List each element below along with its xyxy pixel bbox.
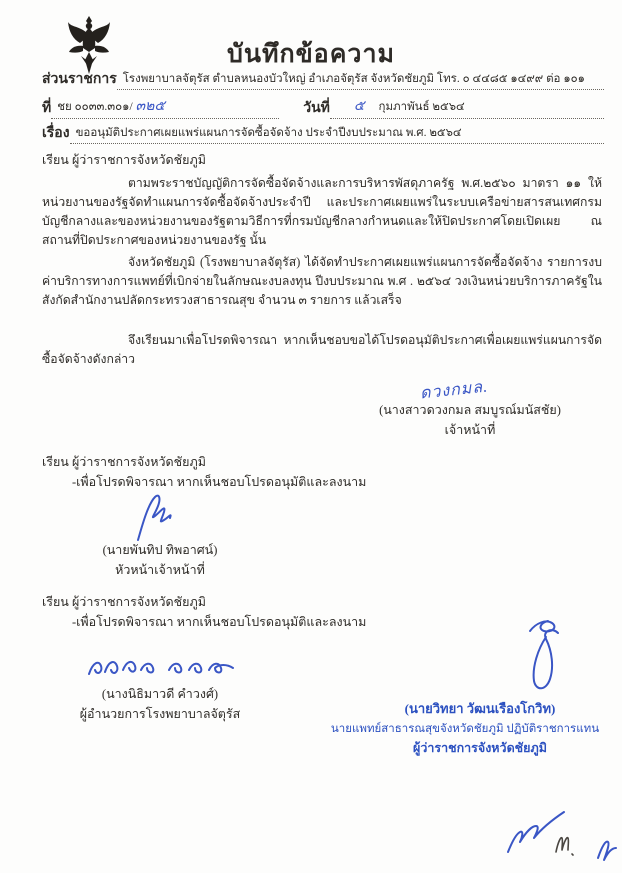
chief-officer-role: หัวหน้าเจ้าหน้าที่ (115, 563, 205, 577)
date-value: กุมภาพันธ์ ๒๕๖๔ (378, 101, 465, 113)
agency-line (42, 68, 604, 90)
governor-position-line1: นายแพทย์สาธารณสุขจังหวัดชัยภูมิ ปฏิบัติราชการแทน (330, 723, 600, 735)
director-role: ผู้อำนวยการโรงพยาบาลจัตุรัส (79, 707, 241, 721)
approval2-action: -เพื่อโปรดพิจารณา หากเห็นชอบโปรดอนุมัติและลงนาม (72, 615, 367, 629)
chief-officer-name: (นายพันทิป ทิพอาศน์) (102, 543, 218, 557)
agency-label: ส่วนราชการ (42, 72, 117, 87)
paragraph-1: ตามพระราชบัญญัติการจัดซื้อจัดจ้างและการบริหารพัสดุภาครัฐ พ.ศ.๒๕๖๐ มาตรา ๑๑ ให้หน่วยงานของรัฐจัดทำแผนการจัดซื้อจัดจ้างประจำปี และประกาศเผยแพร่ในระบบเครือข่ายสารสนเทศกรมบัญชีกลางและของหน่วยงานของรัฐตามวิธีการที่กรมบัญชีกลางกำหนดและให้ปิดประกาศโดยเปิดเผย ณ สถานที่ปิดประกาศของหน่วยงานของรัฐ นั้น (42, 176, 602, 247)
memo-title: บันทึกข้อความ (227, 41, 395, 68)
governor-position-line2: ผู้ว่าราชการจังหวัดชัยภูมิ (413, 741, 547, 755)
salutation: เรียน ผู้ว่าราชการจังหวัดชัยภูมิ (42, 153, 206, 167)
subject-value: ขออนุมัติประกาศเผยแพร่แผนการจัดซื้อจัดจ้าง ประจำปีงบประมาณ พ.ศ. ๒๕๖๔ (70, 124, 604, 144)
number-label: ที่ (42, 101, 52, 116)
number-date-line (42, 95, 604, 119)
date-day-handwritten: ๕ (353, 99, 365, 114)
paragraph-3: จึงเรียนมาเพื่อโปรดพิจารณา หากเห็นชอบขอได้โปรดอนุมัติประกาศเพื่อเผยแพร่แผนการจัดซื้อจัดจ้างดังกล่าว (42, 333, 602, 366)
corner-initial-mark (552, 830, 578, 862)
number-value: ชย ๐๐๓๓.๓๐๑/ ๓๒๕ (51, 95, 279, 119)
date-value-wrap (330, 95, 604, 119)
director-name: (นางนิธิมาวดี คำวงศ์) (101, 687, 219, 701)
officer-script-signature: ดวงกมล. (419, 378, 489, 403)
corner-edge-mark (594, 832, 620, 870)
number-handwritten: ๓๒๕ (135, 99, 165, 114)
subject-label: เรื่อง (42, 126, 70, 141)
officer-role: เจ้าหน้าที่ (444, 423, 496, 437)
approval2-salutation: เรียน ผู้ว่าราชการจังหวัดชัยภูมิ (42, 595, 206, 609)
agency-value: โรงพยาบาลจัตุรัส ตำบลหนองบัวใหญ่ อำเภอจัตุรัส จังหวัดชัยภูมิ โทร. ๐ ๔๔๘๕ ๑๔๙๙ ต่อ ๑๐๑ (117, 70, 604, 90)
subject-line (42, 122, 604, 144)
approval1-salutation: เรียน ผู้ว่าราชการจังหวัดชัยภูมิ (42, 455, 206, 469)
paragraph-2: จังหวัดชัยภูมิ (โรงพยาบาลจัตุรัส) ได้จัดทำประกาศเผยแพร่แผนการจัดซื้อจัดจ้าง รายการงบค่าบริการทางการแพทย์ที่เบิกจ่ายในลักษณะงบลงทุน ปีงบประมาณ พ.ศ . ๒๕๖๔ วงเงินหน่วยบริการภาครัฐในสังกัดสำนักงานปลัดกระทรวงสาธารณสุข จำนวน ๓ รายการ แล้วเสร็จ (42, 255, 602, 307)
date-label: วันที่ (303, 101, 330, 116)
officer-name: (นางสาวดวงกมล สมบูรณ์มนัสชัย) (379, 403, 561, 417)
approval1-action: -เพื่อโปรดพิจารณา หากเห็นชอบโปรดอนุมัติและลงนาม (72, 475, 367, 489)
governor-signature (512, 615, 582, 701)
governor-name: (นายวิทยา วัฒนเรืองโกวิท) (404, 701, 556, 716)
director-signature (85, 652, 245, 686)
